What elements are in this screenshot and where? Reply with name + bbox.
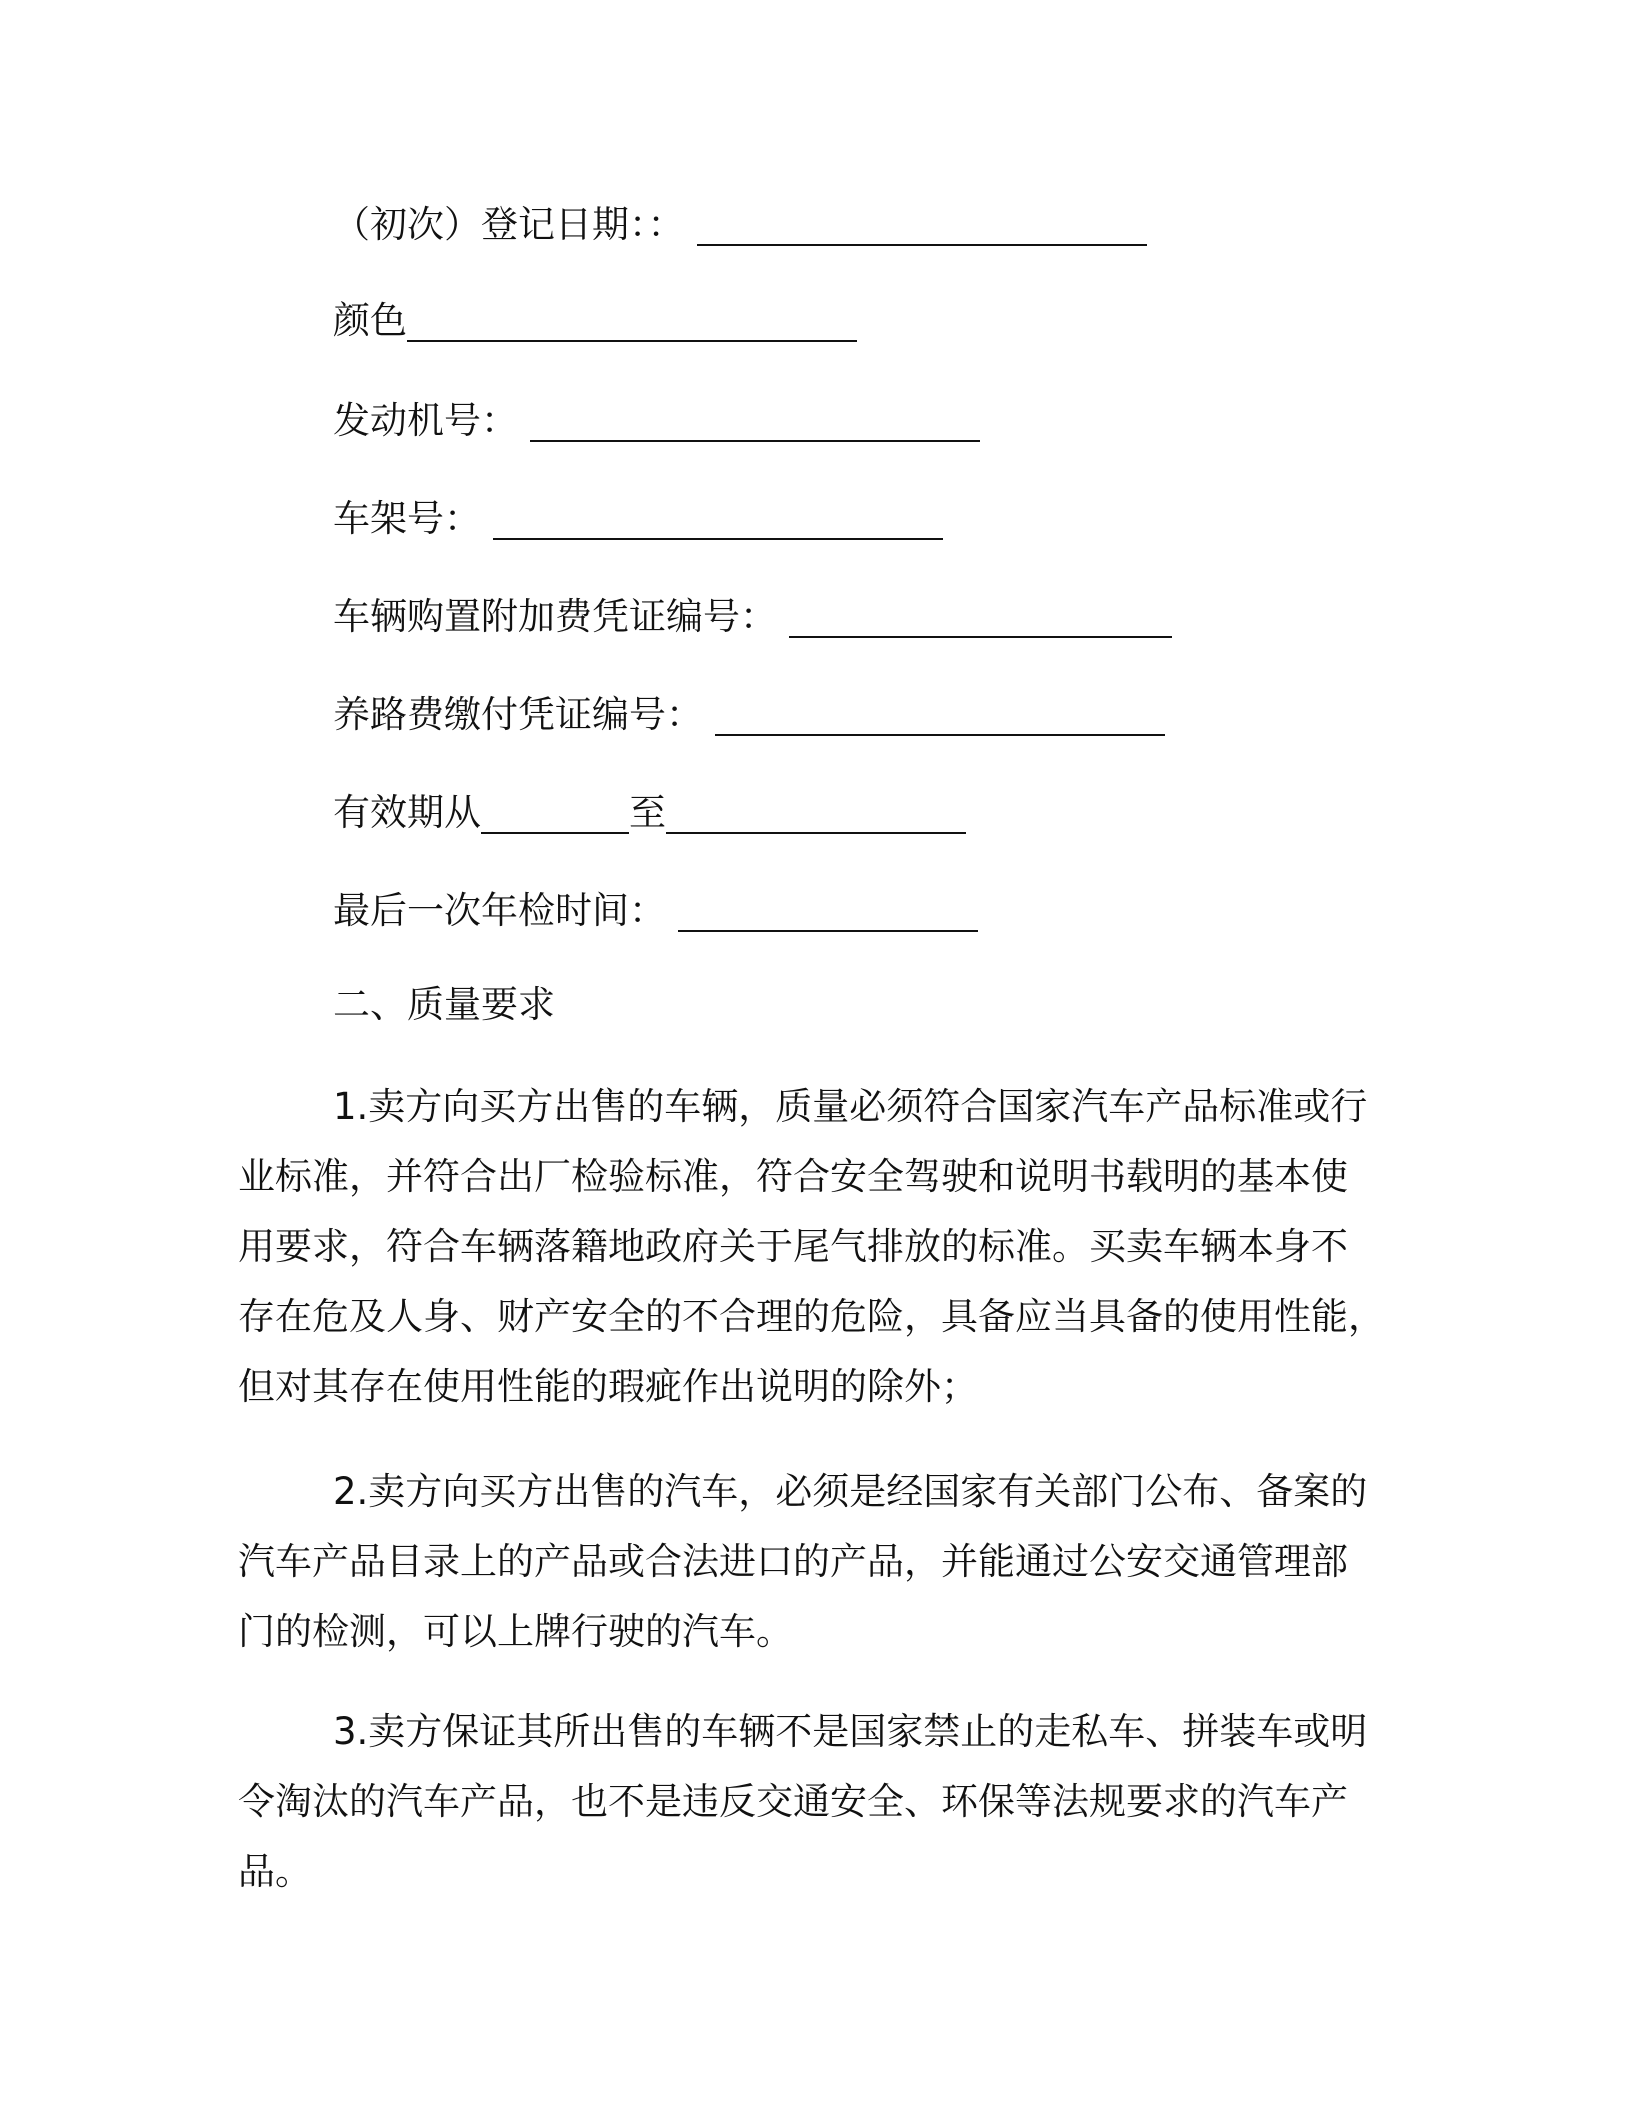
blank-line bbox=[678, 929, 978, 932]
field-last-inspection bbox=[333, 886, 978, 936]
field-label: 至 bbox=[629, 791, 666, 834]
paragraph-line: 门的检测，可以上牌行驶的汽车。 bbox=[238, 1610, 793, 1653]
blank-line bbox=[407, 339, 857, 342]
field-label: 养路费缴付凭证编号： bbox=[333, 693, 703, 736]
field-label: 颜色 bbox=[333, 299, 407, 342]
paragraph-line: 汽车产品目录上的产品或合法进口的产品，并能通过公安交通管理部 bbox=[238, 1540, 1348, 1583]
paragraph-line: 3.卖方保证其所出售的车辆不是国家禁止的走私车、拼装车或明 bbox=[333, 1710, 1368, 1753]
paragraph-line: 品。 bbox=[238, 1850, 312, 1893]
paragraph-line: 1.卖方向买方出售的车辆，质量必须符合国家汽车产品标准或行 bbox=[333, 1085, 1368, 1128]
field-engine-no bbox=[333, 396, 980, 446]
blank-line bbox=[715, 733, 1165, 736]
blank-line bbox=[481, 831, 629, 834]
field-label: 最后一次年检时间： bbox=[333, 889, 666, 932]
paragraph-line: 业标准，并符合出厂检验标准，符合安全驾驶和说明书载明的基本使 bbox=[238, 1155, 1348, 1198]
paragraph-3 bbox=[238, 1697, 1368, 1907]
paragraph-line: 存在危及人身、财产安全的不合理的危险，具备应当具备的使用性能， bbox=[238, 1295, 1385, 1338]
blank-line bbox=[666, 831, 966, 834]
field-label: 发动机号： bbox=[333, 399, 518, 442]
field-label: 有效期从 bbox=[333, 791, 481, 834]
section-title: 二、质量要求 bbox=[333, 983, 555, 1026]
field-label: 车架号： bbox=[333, 497, 481, 540]
paragraph-line: 但对其存在使用性能的瑕疵作出说明的除外； bbox=[238, 1365, 978, 1408]
field-frame-no bbox=[333, 494, 943, 544]
paragraph-2 bbox=[238, 1457, 1368, 1667]
blank-line bbox=[493, 537, 943, 540]
field-purchase-tax-voucher bbox=[333, 592, 1172, 642]
paragraph-1 bbox=[238, 1072, 1385, 1422]
field-validity-period bbox=[333, 788, 966, 838]
paragraph-line: 令淘汰的汽车产品，也不是违反交通安全、环保等法规要求的汽车产 bbox=[238, 1780, 1348, 1823]
paragraph-line: 用要求，符合车辆落籍地政府关于尾气排放的标准。买卖车辆本身不 bbox=[238, 1225, 1348, 1268]
paragraph-line: 2.卖方向买方出售的汽车，必须是经国家有关部门公布、备案的 bbox=[333, 1470, 1368, 1513]
field-label: 车辆购置附加费凭证编号： bbox=[333, 595, 777, 638]
field-label: （初次）登记日期：： bbox=[333, 203, 685, 246]
field-registration-date bbox=[333, 200, 1147, 250]
blank-line bbox=[697, 243, 1147, 246]
field-road-fee-voucher bbox=[333, 690, 1165, 740]
blank-line bbox=[789, 635, 1172, 638]
blank-line bbox=[530, 439, 980, 442]
field-color bbox=[333, 296, 857, 346]
